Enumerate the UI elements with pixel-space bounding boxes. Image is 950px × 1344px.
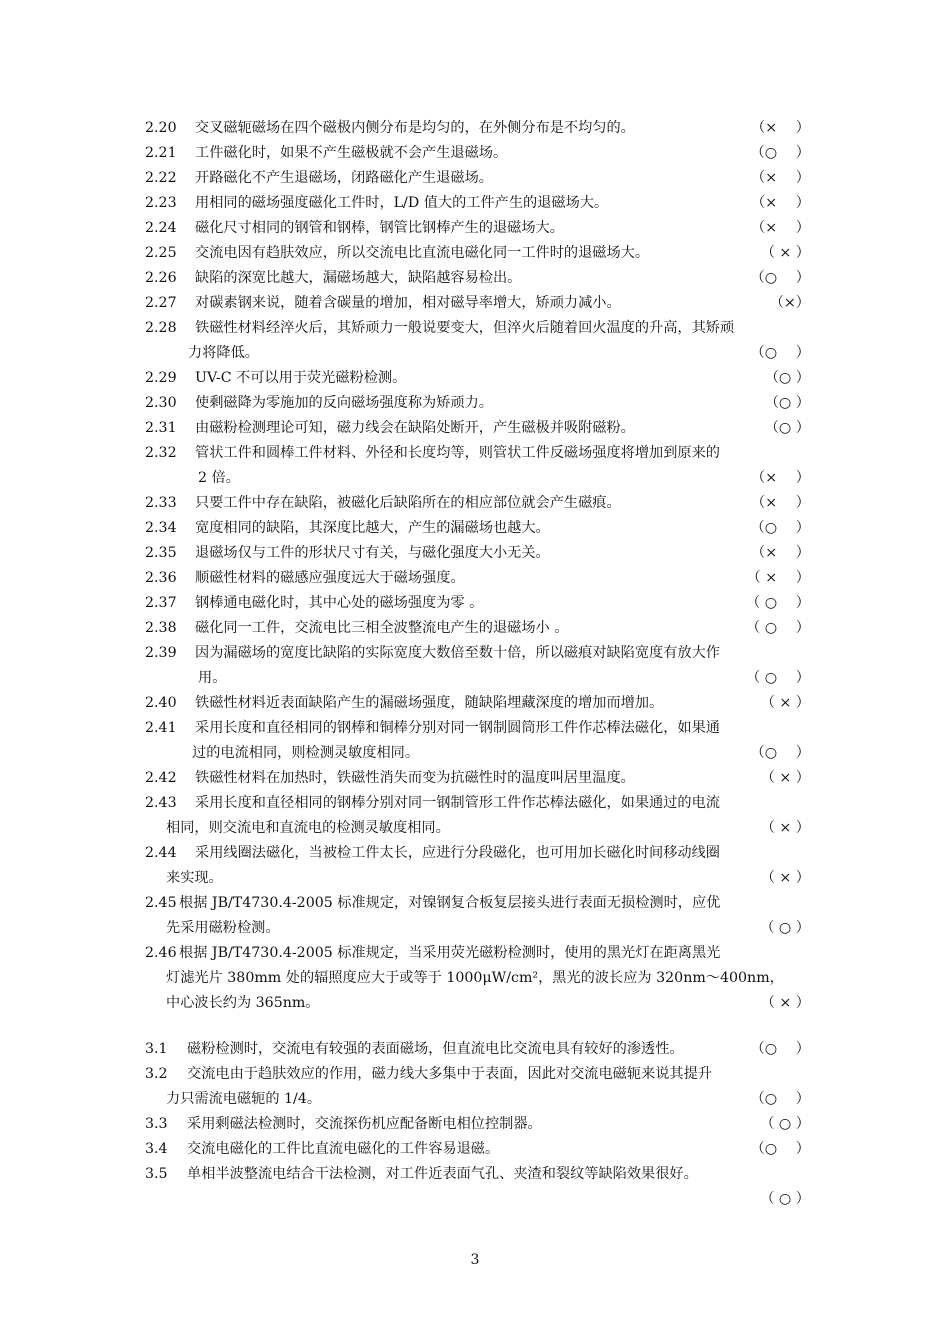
question-line bbox=[145, 141, 810, 166]
question-text: 钢棒通电磁化时，其中心处的磁场强度为零 。 bbox=[195, 595, 484, 611]
answer-mark: （ ○ ） bbox=[760, 920, 810, 936]
question-text: 采用剩磁法检测时，交流探伤机应配备断电相位控制器。 bbox=[187, 1116, 542, 1132]
answer-mark: （○ ） bbox=[750, 145, 810, 161]
question-line bbox=[145, 891, 810, 916]
question-line bbox=[145, 191, 810, 216]
question-line bbox=[145, 916, 810, 941]
answer-mark: （× ） bbox=[751, 470, 810, 486]
question-text: 对碳素钢来说，随着含碳量的增加，相对磁导率增大，矫顽力减小。 bbox=[195, 295, 621, 311]
answer-mark: （○ ） bbox=[750, 520, 810, 536]
answer-mark: （× ） bbox=[751, 195, 810, 211]
question-line bbox=[145, 491, 810, 516]
question-text: 力只需流电磁轭的 1/4。 bbox=[166, 1091, 322, 1107]
question-number: 2.40 bbox=[145, 695, 177, 711]
question-text: 使剩磁降为零施加的反向磁场强度称为矫顽力。 bbox=[195, 395, 493, 411]
question-text: 过的电流相同，则检测灵敏度相同。 bbox=[192, 745, 420, 761]
question-number: 2.44 bbox=[145, 845, 177, 861]
question-text: UV-C 不可以用于荧光磁粉检测。 bbox=[195, 370, 407, 386]
question-line bbox=[145, 1037, 810, 1062]
question-number: 2.23 bbox=[145, 195, 177, 211]
answer-mark: （ × ） bbox=[746, 570, 810, 586]
question-number: 2.20 bbox=[145, 120, 177, 136]
question-line bbox=[145, 1112, 810, 1137]
question-number: 3.2 bbox=[145, 1066, 168, 1082]
question-line bbox=[145, 366, 810, 391]
answer-mark: （ ○ ） bbox=[746, 670, 810, 686]
question-line bbox=[145, 966, 810, 991]
question-number: 2.30 bbox=[145, 395, 177, 411]
question-line bbox=[145, 1162, 810, 1187]
answer-mark: （○ ） bbox=[750, 1041, 810, 1057]
answer-mark: （○ ） bbox=[750, 1091, 810, 1107]
question-number: 2.37 bbox=[145, 595, 177, 611]
question-number: 2.24 bbox=[145, 220, 177, 236]
question-line bbox=[145, 791, 810, 816]
question-line bbox=[145, 441, 810, 466]
question-number: 2.41 bbox=[145, 720, 177, 736]
question-text: 单相半波整流电结合干法检测，对工件近表面气孔、夹渣和裂纹等缺陷效果很好。 bbox=[187, 1166, 698, 1182]
answer-mark: （×） bbox=[769, 295, 810, 311]
question-line bbox=[145, 566, 810, 591]
question-number: 3.5 bbox=[145, 1166, 168, 1182]
question-number: 2.42 bbox=[145, 770, 177, 786]
question-line bbox=[145, 766, 810, 791]
question-text: 管状工件和圆棒工件材料、外径和长度均等，则管状工件反磁场强度将增加到原来的 bbox=[195, 445, 720, 461]
answer-mark: （○ ） bbox=[750, 745, 810, 761]
question-line bbox=[145, 741, 810, 766]
answer-mark: （ × ） bbox=[760, 995, 810, 1011]
question-line bbox=[145, 541, 810, 566]
question-text: 2 倍。 bbox=[198, 470, 240, 486]
question-text: 交流电磁化的工件比直流电磁化的工件容易退磁。 bbox=[187, 1141, 500, 1157]
question-number: 2.35 bbox=[145, 545, 177, 561]
question-number: 2.32 bbox=[145, 445, 177, 461]
question-text: 先采用磁粉检测。 bbox=[166, 920, 280, 936]
answer-mark: （× ） bbox=[751, 120, 810, 136]
question-text: 退磁场仅与工件的形状尺寸有关，与磁化强度大小无关。 bbox=[195, 545, 550, 561]
question-number: 2.26 bbox=[145, 270, 177, 286]
question-number: 2.33 bbox=[145, 495, 177, 511]
question-text: 采用长度和直径相同的钢棒和铜棒分别对同一钢制圆筒形工件作芯棒法磁化，如果通 bbox=[195, 720, 720, 736]
answer-mark: （ × ） bbox=[760, 695, 810, 711]
answer-mark: （× ） bbox=[751, 495, 810, 511]
question-text: 由磁粉检测理论可知，磁力线会在缺陷处断开，产生磁极并吸附磁粉。 bbox=[195, 420, 635, 436]
question-line bbox=[145, 1062, 810, 1087]
question-line bbox=[145, 166, 810, 191]
question-line bbox=[145, 316, 810, 341]
question-text: 只要工件中存在缺陷，被磁化后缺陷所在的相应部位就会产生磁痕。 bbox=[195, 495, 621, 511]
answer-mark: （ ○ ） bbox=[746, 620, 810, 636]
question-line bbox=[145, 716, 810, 741]
question-text: 磁粉检测时，交流电有较强的表面磁场，但直流电比交流电具有较好的渗透性。 bbox=[187, 1041, 684, 1057]
question-text: 来实现。 bbox=[166, 870, 223, 886]
question-text: 工件磁化时，如果不产生磁极就不会产生退磁场。 bbox=[195, 145, 508, 161]
question-number: 2.39 bbox=[145, 645, 177, 661]
question-number: 2.22 bbox=[145, 170, 177, 186]
question-line bbox=[145, 991, 810, 1016]
question-text: 采用线圈法磁化，当被检工件太长，应进行分段磁化，也可用加长磁化时间移动线圈 bbox=[195, 845, 720, 861]
question-line bbox=[145, 241, 810, 266]
answer-mark: （× ） bbox=[751, 545, 810, 561]
question-line bbox=[145, 1087, 810, 1112]
answer-mark: （○ ） bbox=[750, 1141, 810, 1157]
answer-mark: （○ ） bbox=[764, 420, 810, 436]
question-line bbox=[145, 841, 810, 866]
question-text: 因为漏磁场的宽度比缺陷的实际宽度大数倍至数十倍，所以磁痕对缺陷宽度有放大作 bbox=[195, 645, 720, 661]
question-text: 采用长度和直径相同的钢棒分别对同一钢制管形工件作芯棒法磁化，如果通过的电流 bbox=[195, 795, 720, 811]
question-number: 2.29 bbox=[145, 370, 177, 386]
question-line bbox=[145, 266, 810, 291]
question-text: 宽度相同的缺陷，其深度比越大，产生的漏磁场也越大。 bbox=[195, 520, 550, 536]
question-line bbox=[145, 466, 810, 491]
answer-mark: （○ ） bbox=[764, 370, 810, 386]
answer-mark: （ ○ ） bbox=[760, 1191, 810, 1207]
question-line bbox=[145, 516, 810, 541]
question-text: 铁磁性材料经淬火后，其矫顽力一般说要变大，但淬火后随着回火温度的升高，其矫顽 bbox=[195, 320, 735, 336]
question-line bbox=[145, 816, 810, 841]
question-text: 用相同的磁场强度磁化工件时，L/D 值大的工件产生的退磁场大。 bbox=[195, 195, 609, 211]
answer-mark: （ × ） bbox=[760, 820, 810, 836]
question-line bbox=[145, 416, 810, 441]
question-text: 交流电由于趋肤效应的作用，磁力线大多集中于表面，因此对交流电磁轭来说其提升 bbox=[187, 1066, 712, 1082]
question-text: 铁磁性材料在加热时，铁磁性消失而变为抗磁性时的温度叫居里温度。 bbox=[195, 770, 635, 786]
question-line bbox=[145, 216, 810, 241]
question-line bbox=[145, 666, 810, 691]
question-number: 2.45 bbox=[145, 895, 177, 911]
question-text: 中心波长约为 365nm。 bbox=[166, 995, 320, 1011]
question-line bbox=[145, 391, 810, 416]
question-number: 2.38 bbox=[145, 620, 177, 636]
answer-mark: （○ ） bbox=[764, 395, 810, 411]
question-number: 2.43 bbox=[145, 795, 177, 811]
question-line bbox=[145, 691, 810, 716]
question-line bbox=[145, 616, 810, 641]
answer-mark: （○ ） bbox=[750, 270, 810, 286]
question-number: 2.21 bbox=[145, 145, 177, 161]
answer-mark: （ × ） bbox=[760, 245, 810, 261]
question-number: 2.36 bbox=[145, 570, 177, 586]
answer-mark: （ ○ ） bbox=[746, 595, 810, 611]
question-number: 2.31 bbox=[145, 420, 177, 436]
question-text: 灯滤光片 380mm 处的辐照度应大于或等于 1000μW/cm²，黑光的波长应为 320nm～400nm， bbox=[166, 970, 784, 986]
question-number: 2.27 bbox=[145, 295, 177, 311]
question-text: 根据 JB/T4730.4-2005 标准规定，当采用荧光磁粉检测时，使用的黑光灯在距离黑光 bbox=[179, 945, 721, 961]
question-text: 缺陷的深宽比越大，漏磁场越大，缺陷越容易检出。 bbox=[195, 270, 522, 286]
question-number: 3.3 bbox=[145, 1116, 168, 1132]
question-line bbox=[145, 1137, 810, 1162]
answer-mark: （ × ） bbox=[760, 770, 810, 786]
answer-mark: （× ） bbox=[751, 220, 810, 236]
question-number: 2.46 bbox=[145, 945, 177, 961]
question-line bbox=[145, 866, 810, 891]
question-text: 磁化同一工件，交流电比三相全波整流电产生的退磁场小 。 bbox=[195, 620, 569, 636]
answer-mark: （○ ） bbox=[750, 345, 810, 361]
question-number: 3.4 bbox=[145, 1141, 168, 1157]
question-text: 力将降低。 bbox=[188, 345, 259, 361]
question-text: 相同，则交流电和直流电的检测灵敏度相同。 bbox=[166, 820, 450, 836]
question-number: 3.1 bbox=[145, 1041, 168, 1057]
question-text: 根据 JB/T4730.4-2005 标准规定，对镍钢复合板复层接头进行表面无损检测时，应优 bbox=[179, 895, 721, 911]
question-line bbox=[145, 641, 810, 666]
page-number: 3 bbox=[470, 1252, 480, 1268]
question-number: 2.28 bbox=[145, 320, 177, 336]
question-text: 磁化尺寸相同的钢管和钢棒，钢管比钢棒产生的退磁场大。 bbox=[195, 220, 564, 236]
question-line bbox=[145, 1187, 810, 1212]
question-text: 开路磁化不产生退磁场，闭路磁化产生退磁场。 bbox=[195, 170, 493, 186]
question-number: 2.34 bbox=[145, 520, 177, 536]
question-text: 铁磁性材料近表面缺陷产生的漏磁场强度，随缺陷埋藏深度的增加而增加。 bbox=[195, 695, 664, 711]
question-text: 交流电因有趋肤效应，所以交流电比直流电磁化同一工件时的退磁场大。 bbox=[195, 245, 650, 261]
question-line bbox=[145, 341, 810, 366]
question-text: 交叉磁轭磁场在四个磁极内侧分布是均匀的，在外侧分布是不均匀的。 bbox=[195, 120, 635, 136]
question-line bbox=[145, 291, 810, 316]
question-number: 2.25 bbox=[145, 245, 177, 261]
question-text: 用。 bbox=[198, 670, 227, 686]
question-line bbox=[145, 116, 810, 141]
question-line bbox=[145, 591, 810, 616]
answer-mark: （× ） bbox=[751, 170, 810, 186]
question-line bbox=[145, 941, 810, 966]
answer-mark: （ × ） bbox=[760, 870, 810, 886]
answer-mark: （ ○ ） bbox=[760, 1116, 810, 1132]
question-text: 顺磁性材料的磁感应强度远大于磁场强度。 bbox=[195, 570, 465, 586]
